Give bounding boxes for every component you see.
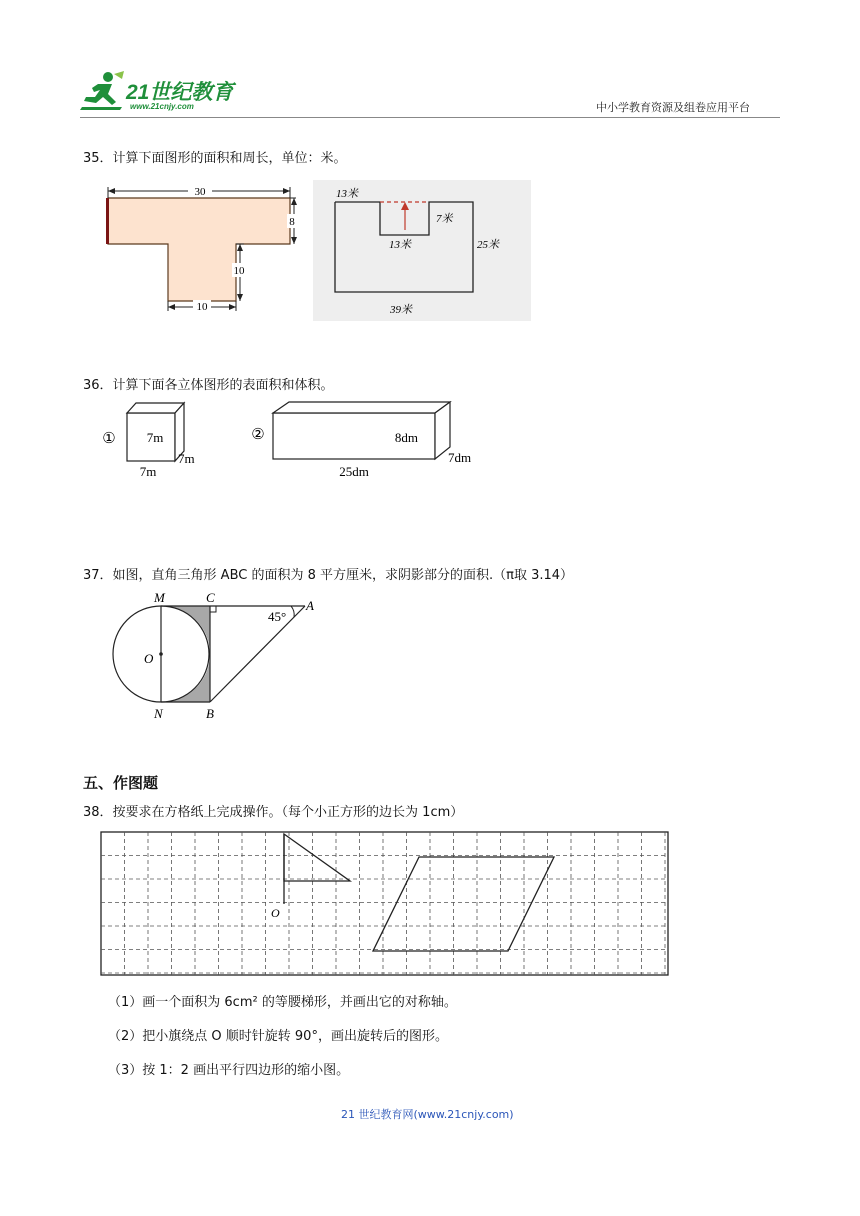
label-m: M (154, 590, 165, 605)
label-n: N (154, 706, 163, 721)
dim-stem-height: 10 (233, 265, 245, 277)
question-36: 36．计算下面各立体图形的表面积和体积。 (83, 378, 334, 393)
cuboid-marker: ② (251, 427, 265, 443)
cuboid-side-label: 7dm (448, 450, 472, 465)
logo-text: 21世纪教育 (126, 81, 234, 104)
t-shape-figure (100, 183, 300, 315)
section-title: 五、作图题 (83, 774, 159, 792)
cuboid-front-label: 8dm (394, 430, 418, 445)
cuboid-bottom-label: 25dm (339, 464, 369, 479)
q38-sub2: （2）把小旗绕点 O 顺时针旋转 90°，画出旋转后的图形。 (108, 1029, 448, 1044)
label-b: B (206, 706, 214, 721)
dim-top-width: 30 (194, 186, 206, 198)
label-angle: 45° (268, 609, 287, 624)
q38-sub3: （3）按 1：2 画出平行四边形的缩小图。 (108, 1063, 350, 1078)
grid-border (101, 832, 668, 975)
cube-marker: ① (102, 431, 116, 447)
header-divider (80, 117, 780, 118)
cube-front-label: 7m (146, 430, 164, 445)
footer-link[interactable]: 21 世纪教育网(www.21cnjy.com) (341, 1108, 514, 1121)
dim-top-height: 8 (289, 216, 295, 228)
question-35: 35．计算下面图形的面积和周长，单位：米。 (83, 151, 347, 166)
label-c: C (206, 590, 215, 605)
point-o-label: O (271, 906, 280, 920)
notched-rectangle-figure (313, 180, 531, 321)
solids-figure (98, 396, 488, 482)
header (0, 0, 860, 125)
t-shape-left-edge (106, 198, 109, 244)
label-notch-depth: 7米 (436, 213, 453, 225)
label-height: 25米 (477, 239, 499, 251)
dim-stem-width: 10 (196, 301, 208, 313)
circle-triangle-figure (108, 590, 323, 722)
cuboid-top (273, 402, 450, 413)
label-a: A (306, 598, 314, 613)
label-left-top: 13米 (336, 188, 358, 200)
logo (78, 70, 248, 116)
runner-logo-icon (78, 70, 126, 112)
cube-top (127, 403, 184, 413)
q38-sub1: （1）画一个面积为 6cm² 的等腰梯形，并画出它的对称轴。 (108, 995, 457, 1010)
platform-name: 中小学教育资源及组卷应用平台 (596, 101, 750, 114)
label-width: 39米 (390, 304, 412, 316)
question-37: 37．如图，直角三角形 ABC 的面积为 8 平方厘米，求阴影部分的面积.（π取 3.14） (83, 568, 574, 583)
t-shape (108, 198, 290, 301)
grid-figure (100, 831, 670, 977)
cube-side-label: 7m (178, 451, 195, 466)
question-38: 38．按要求在方格纸上完成操作。（每个小正方形的边长为 1cm） (83, 805, 464, 820)
label-o: O (144, 651, 154, 666)
logo-url: www.21cnjy.com (130, 102, 194, 111)
cube-bottom-label: 7m (139, 464, 157, 479)
label-notch-bottom: 13米 (389, 239, 411, 251)
